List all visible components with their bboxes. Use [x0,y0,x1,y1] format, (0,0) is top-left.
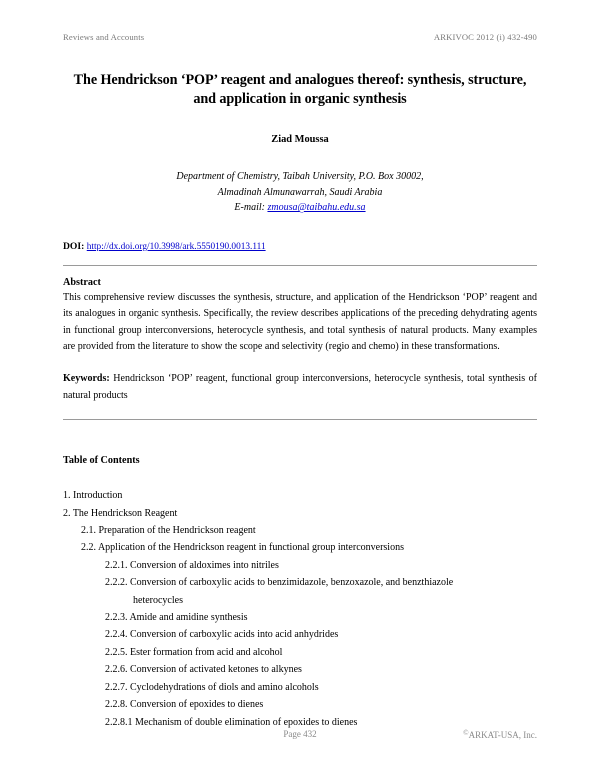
toc-item[interactable] [105,679,537,696]
toc-item-continuation: heterocycles [133,594,183,606]
divider-below-keywords [63,419,537,420]
toc-item-label: 2.2.1. Conversion of aldoximes into nitriles [105,559,279,571]
toc-item-label: 2.2.6. Conversion of activated ketones to alkynes [105,664,302,676]
doi-line [63,241,537,252]
toc-item[interactable] [105,696,537,713]
toc-item-label: 2.2.8.1 Mechanism of double elimination of epoxides to dienes [105,716,358,728]
toc-item-label: 2.2.8. Conversion of epoxides to dienes [105,699,264,711]
author-name: Ziad Moussa [271,134,329,145]
footer-page-number: Page 432 [283,729,317,739]
affiliation-block [63,169,537,216]
doi-label: DOI: [63,240,85,252]
toc-list [63,487,537,731]
toc-item[interactable] [81,522,537,539]
email-link[interactable]: zmousa@taibahu.edu.sa [267,202,366,214]
toc-item-label: 2.2. Application of the Hendrickson reagent in functional group interconversions [81,542,404,554]
affiliation-line-1: Department of Chemistry, Taibah University, P.O. Box 30002, [176,171,424,182]
toc-item[interactable] [105,644,537,661]
keywords-text: Hendrickson ‘POP’ reagent, functional group interconversions, heterocycle synthesis, total synthesis of natural products [63,373,538,401]
toc-item-label: 2.2.7. Cyclodehydrations of diols and amino alcohols [105,681,319,693]
footer-copyright [463,729,537,740]
doi-link[interactable]: http://dx.doi.org/10.3998/ark.5550190.0013.111 [86,241,266,252]
toc-item-label: 2. The Hendrickson Reagent [63,507,178,519]
toc-item[interactable] [105,557,537,574]
running-head-left: Reviews and Accounts [63,32,145,42]
toc-item-label: 2.2.4. Conversion of carboxylic acids into acid anhydrides [105,629,339,641]
toc-item-label: 2.2.3. Amide and amidine synthesis [105,612,248,624]
keywords-line [63,371,537,404]
running-head-right: ARKIVOC 2012 (i) 432-490 [433,32,537,42]
running-head [63,32,537,42]
article-title: The Hendrickson ‘POP’ reagent and analogues thereof: synthesis, structure, and application in organic synthesis [73,72,527,107]
toc-item[interactable] [105,574,537,609]
toc-item[interactable] [63,487,537,504]
copyright-text: ARKAT-USA, Inc. [468,730,537,740]
toc-item[interactable] [105,626,537,643]
copyright-symbol: © [463,729,469,737]
toc-heading: Table of Contents [63,455,140,467]
toc-item[interactable] [63,505,537,522]
toc-item-label: 2.2.5. Ester formation from acid and alcohol [105,646,283,658]
abstract-heading: Abstract [63,276,101,288]
divider-above-abstract [63,265,537,266]
toc-item[interactable] [105,609,537,626]
abstract-body: This comprehensive review discusses the synthesis, structure, and application of the Hendrickson ‘POP’ reagent and its analogues in organic synthesis. Specifically, the review describes applications of the preceding dehydrating agents in functional group interconversions, heterocycle synthesis, and total synthesis of natural products. Many examples are provided from the literature to show the scope and selectivity (regio and chemo) in these transformations. [63,291,537,352]
toc-item-label: 2.2.2. Conversion of carboxylic acids to benzimidazole, benzoxazole, and benzthiazole [105,577,454,589]
keywords-label: Keywords: [63,373,110,385]
email-line [63,200,537,216]
affiliation-line-2: Almadinah Almunawarrah, Saudi Arabia [217,186,383,198]
email-label: E-mail: [234,202,265,214]
toc-item[interactable] [105,661,537,678]
toc-item[interactable] [81,539,537,556]
toc-item-label: 1. Introduction [63,490,123,502]
toc-item-label: 2.1. Preparation of the Hendrickson reagent [81,525,256,537]
